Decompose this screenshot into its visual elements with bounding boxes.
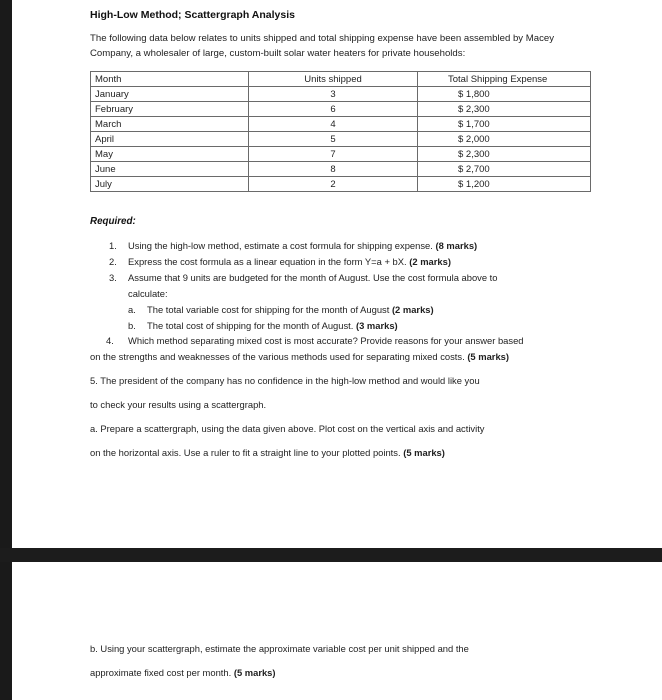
table-row [91, 177, 591, 192]
cell-month: April [91, 132, 249, 147]
question-text: The total cost of shipping for the month of August. [147, 320, 354, 331]
cell-month: May [91, 147, 249, 162]
question-number: 1. [109, 240, 117, 251]
question-5a-line-2 [90, 445, 445, 460]
question-marks: (2 marks) [391, 304, 434, 315]
question-marks: (3 marks) [355, 320, 398, 331]
question-5-line-1: 5. The president of the company has no confidence in the high-low method and would like you [90, 375, 480, 386]
cell-month: June [91, 162, 249, 177]
question-number: 3. [109, 272, 117, 283]
question-text: Assume that 9 units are budgeted for the month of August. Use the cost formula above to [128, 272, 498, 283]
question-2 [109, 254, 451, 269]
cell-expense: $ 1,800 [418, 87, 591, 102]
question-marks: (5 marks) [467, 351, 510, 362]
question-3-line-1 [109, 270, 498, 285]
cell-expense: $ 2,300 [418, 147, 591, 162]
cell-units: 4 [249, 117, 418, 132]
question-marks: (2 marks) [409, 256, 451, 267]
question-5a-line-1: a. Prepare a scattergraph, using the data given above. Plot cost on the vertical axis and activity [90, 423, 485, 434]
question-3b [128, 318, 398, 333]
required-heading: Required: [90, 216, 136, 227]
cell-month: March [91, 117, 249, 132]
cell-units: 2 [249, 177, 418, 192]
question-5b-line-1: b. Using your scattergraph, estimate the approximate variable cost per unit shipped and the [90, 643, 469, 654]
question-text: Which method separating mixed cost is most accurate? Provide reasons for your answer based [128, 335, 524, 346]
table-row [91, 132, 591, 147]
question-text: approximate fixed cost per month. [90, 667, 232, 678]
question-4-line-2 [90, 349, 509, 364]
cell-month: July [91, 177, 249, 192]
cell-units: 8 [249, 162, 418, 177]
question-3-line-2: calculate: [128, 288, 168, 299]
cell-expense: $ 2,300 [418, 102, 591, 117]
question-text: Using the high-low method, estimate a cost formula for shipping expense. [128, 240, 433, 251]
question-number: 2. [109, 256, 117, 267]
col-header-month: Month [91, 72, 249, 87]
table-row [91, 102, 591, 117]
left-dark-border [0, 0, 12, 700]
question-1 [109, 238, 478, 253]
question-letter: b. [128, 320, 136, 331]
table-row [91, 117, 591, 132]
cell-month: February [91, 102, 249, 117]
page-separator [0, 548, 662, 562]
cell-expense: $ 2,000 [418, 132, 591, 147]
cell-month: January [91, 87, 249, 102]
question-marks: (5 marks) [233, 667, 276, 678]
table-row [91, 147, 591, 162]
cell-expense: $ 2,700 [418, 162, 591, 177]
question-text: The total variable cost for shipping for the month of August [147, 304, 390, 315]
col-header-units: Units shipped [249, 72, 418, 87]
table-row [91, 87, 591, 102]
question-text: on the horizontal axis. Use a ruler to fit a straight line to your plotted points. [90, 447, 401, 458]
question-marks: (8 marks) [435, 240, 478, 251]
cell-units: 7 [249, 147, 418, 162]
question-5-line-2: to check your results using a scattergraph. [90, 399, 267, 410]
question-5b-line-2 [90, 665, 276, 680]
cell-units: 5 [249, 132, 418, 147]
question-marks: (5 marks) [403, 447, 445, 458]
data-table [90, 71, 591, 192]
question-number: 4. [106, 335, 114, 346]
question-letter: a. [128, 304, 136, 315]
intro-paragraph: The following data below relates to units shipped and total shipping expense have been assembled by Macey Company, a wholesaler of large, custom-built solar water heaters for private households: [90, 33, 554, 59]
cell-expense: $ 1,200 [418, 177, 591, 192]
table-header-row [91, 72, 591, 87]
question-3a [128, 302, 434, 317]
cell-units: 3 [249, 87, 418, 102]
question-4-line-1 [106, 333, 524, 348]
question-text: on the strengths and weaknesses of the various methods used for separating mixed costs. [90, 351, 465, 362]
question-text: Express the cost formula as a linear equation in the form Y=a + bX. [128, 256, 407, 267]
cell-units: 6 [249, 102, 418, 117]
col-header-expense: Total Shipping Expense [418, 72, 591, 87]
table-row [91, 162, 591, 177]
page-title: High-Low Method; Scattergraph Analysis [90, 9, 295, 21]
cell-expense: $ 1,700 [418, 117, 591, 132]
